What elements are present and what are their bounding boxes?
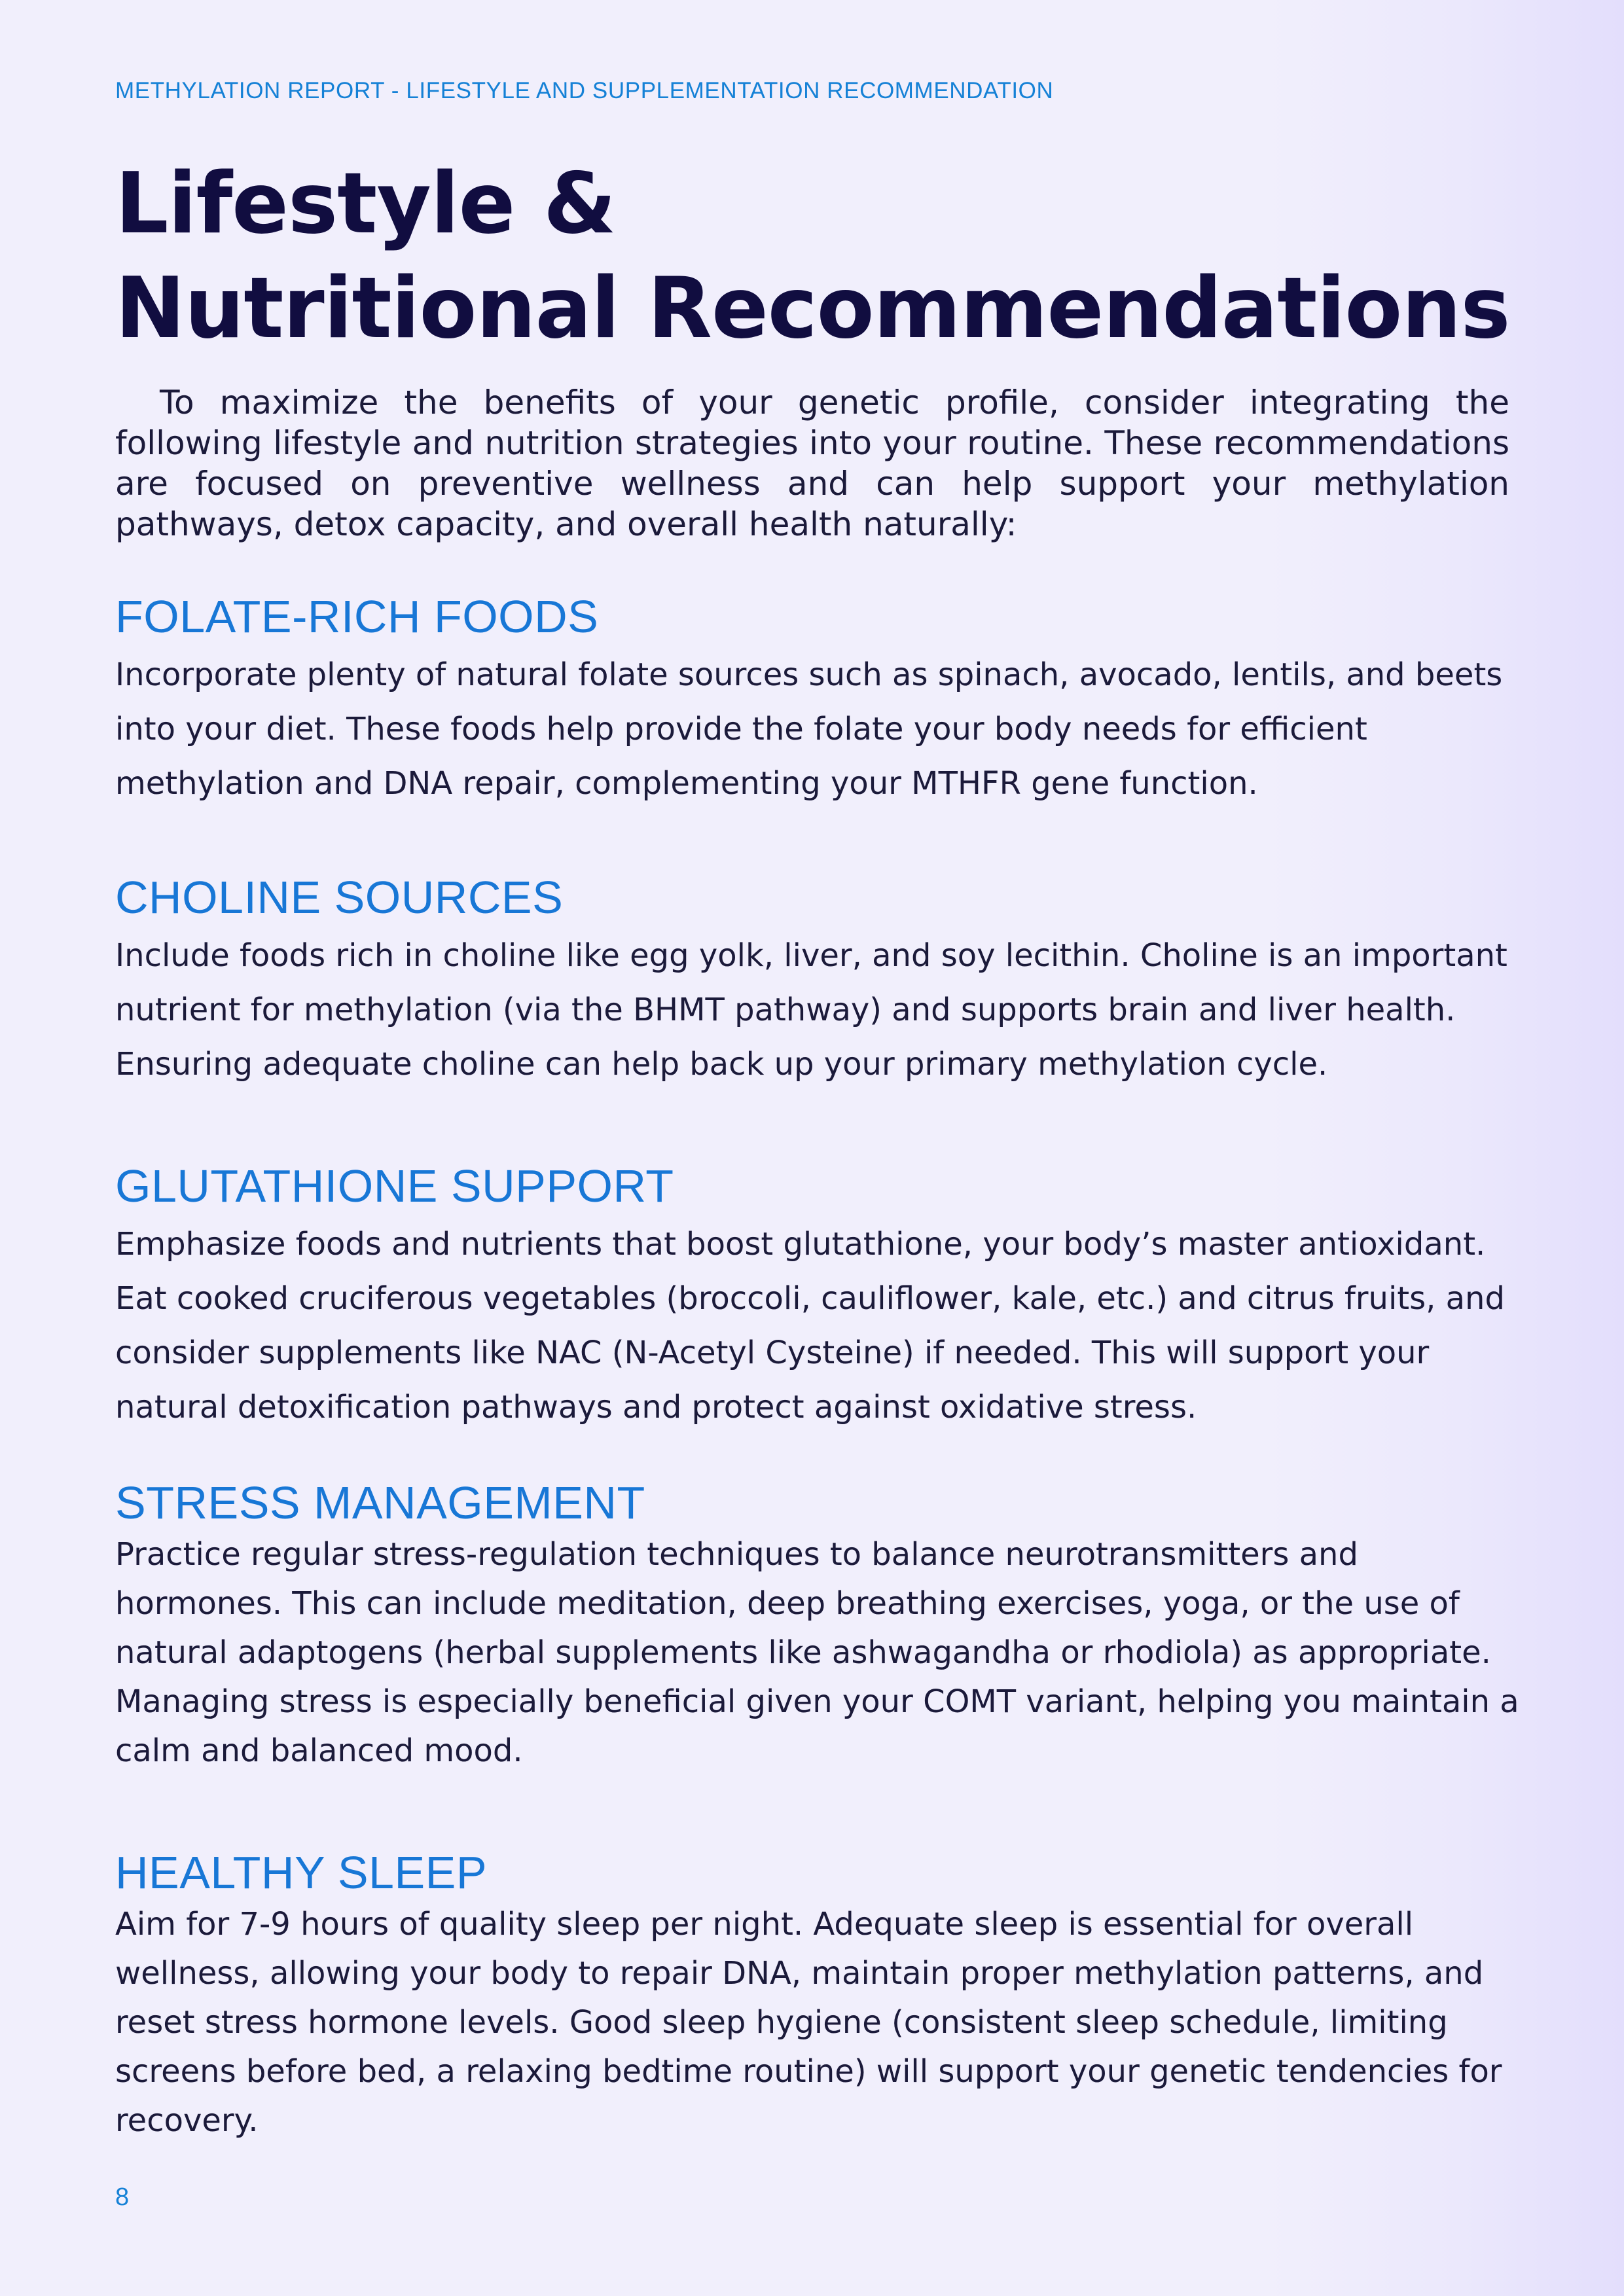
report-page: [115, 0, 1519, 2296]
section-body: Incorporate plenty of natural folate sources such as spinach, avocado, lentils, and beets into your diet. These foods help provide the folate your body needs for efficient methylation and DNA repair, complementing your MTHFR gene function.: [115, 656, 1503, 802]
section-heading: HEALTHY SLEEP: [115, 1847, 488, 1898]
page-title: [115, 152, 1510, 361]
section-folate-rich-foods: [115, 590, 1523, 811]
section-heading: CHOLINE SOURCES: [115, 872, 564, 923]
section-body: Include foods rich in choline like egg yolk, liver, and soy lecithin. Choline is an important nutrient for methylation (via the BHMT pathway) and supports brain and liver health. Ensuring adequate choline can help back up your primary methylation cycle.: [115, 937, 1507, 1083]
section-heading: GLUTATHIONE SUPPORT: [115, 1160, 674, 1211]
section-body: Aim for 7-9 hours of quality sleep per night. Adequate sleep is essential for overall wellness, allowing your body to repair DNA, maintain proper methylation patterns, and reset stress hormone levels. Good sleep hygiene (consistent sleep schedule, limiting screens before bed, a relaxing bedtime routine) will support your genetic tendencies for recovery.: [115, 1906, 1502, 2139]
page-number: 8: [115, 2183, 130, 2211]
section-stress-management: [115, 1477, 1523, 1776]
section-body: Emphasize foods and nutrients that boost glutathione, your body’s master antioxidant. Eat cooked cruciferous vegetables (broccoli, cauliflower, kale, etc.) and citrus fruits, and consider supplements like NAC (N-Acetyl Cysteine) if needed. This will support your natural detoxification pathways and protect against oxidative stress.: [115, 1226, 1505, 1426]
section-heading: STRESS MANAGEMENT: [115, 1477, 645, 1528]
section-choline-sources: [115, 871, 1523, 1092]
running-header: METHYLATION REPORT - LIFESTYLE AND SUPPLEMENTATION RECOMMENDATION: [115, 78, 1054, 103]
intro-paragraph: To maximize the benefits of your genetic profile, consider integrating the following lifestyle and nutrition strategies into your routine. These recommendations are focused on preventive wellness and can help support your methylation pathways, detox capacity, and overall health naturally:: [115, 384, 1509, 543]
page-title-line-1: Lifestyle &: [115, 155, 616, 253]
page-title-line-2: Nutritional Recommendations: [115, 260, 1510, 357]
section-healthy-sleep: [115, 1846, 1523, 2145]
section-body: Practice regular stress-regulation techniques to balance neurotransmitters and hormones. This can include meditation, deep breathing exercises, yoga, or the use of natural adaptogens (herbal supplements like ashwagandha or rhodiola) as appropriate. Managing stress is especially beneficial given your COMT variant, helping you maintain a calm and balanced mood.: [115, 1536, 1519, 1769]
section-heading: FOLATE-RICH FOODS: [115, 591, 599, 642]
section-glutathione-support: [115, 1160, 1523, 1435]
